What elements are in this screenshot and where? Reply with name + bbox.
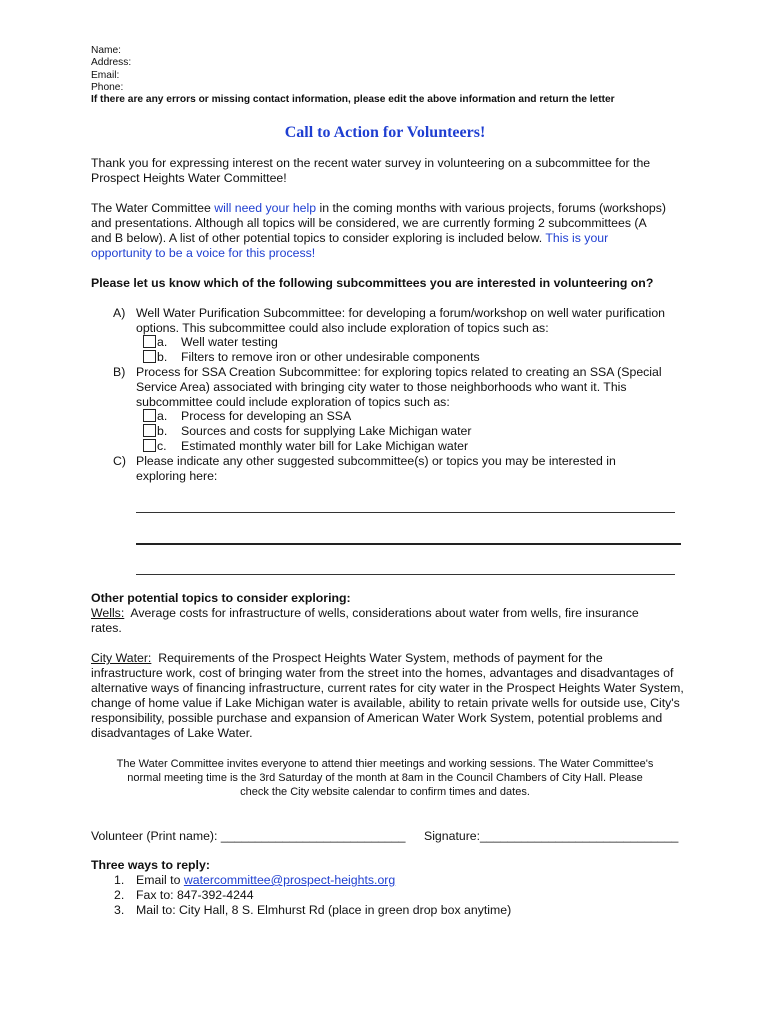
section-b-line: Process for SSA Creation Subcommittee: for exploring topics related to creating an SSA (Special (136, 365, 662, 379)
invite-line: The Water Committee invites everyone to attend thier meetings and working sessions. The Water Committee's (116, 758, 654, 770)
checkbox-monthly-bill[interactable] (143, 439, 156, 452)
topic-label: Well water testing (181, 335, 278, 349)
highlight-text: This is your (545, 231, 609, 245)
topic-marker: a. (157, 335, 168, 349)
section-b-line: subcommittee could include exploration of topics such as: (136, 395, 450, 409)
reply-mail: Mail to: City Hall, 8 S. Elmhurst Rd (place in green drop box anytime) (136, 903, 512, 917)
volunteer-name-field[interactable]: Volunteer (Print name): ___________________________ (91, 829, 406, 843)
committee-paragraph (91, 201, 691, 261)
reply-email (136, 873, 395, 888)
contact-block (91, 45, 615, 106)
para-line: opportunity to be a voice for this process! (91, 246, 316, 260)
reply-heading: Three ways to reply: (91, 858, 210, 872)
other-topics-heading: Other potential topics to consider exploring: (91, 591, 351, 605)
address-label: Address: (91, 57, 132, 69)
page-title: Call to Action for Volunteers! (284, 124, 486, 141)
signature-field[interactable]: Signature:_____________________________ (424, 829, 679, 843)
email-label: Email: (91, 69, 120, 81)
highlight-text: will need your help (214, 201, 317, 215)
section-c-line: Please indicate any other suggested subcommittee(s) or topics you may be interested in (136, 454, 616, 468)
section-c-line: exploring here: (136, 469, 218, 483)
para-line: and presentations. Although all topics will be considered, we are currently forming 2 subcommittees (A (91, 216, 647, 230)
topic-label: Sources and costs for supplying Lake Michigan water (181, 424, 472, 438)
para-line (91, 651, 711, 666)
para-text: Requirements of the Prospect Heights Water System, methods of payment for the (151, 651, 603, 665)
para-text: and B below). A list of other potential topics to consider exploring is included below. (91, 231, 546, 245)
para-text: Average costs for infrastructure of wells, considerations about water from wells, fire insurance (124, 606, 639, 620)
intro-paragraph (91, 156, 691, 186)
topic-marker: c. (157, 439, 167, 453)
intro-line: Thank you for expressing interest on the recent water survey in volunteering on a subcommittee for the (91, 156, 651, 170)
checkbox-filters[interactable] (143, 350, 156, 363)
section-a-line: Well Water Purification Subcommittee: for developing a forum/workshop on well water purification (136, 306, 666, 320)
topic-marker: a. (157, 409, 168, 423)
topic-marker: b. (157, 350, 168, 364)
para-line: rates. (91, 621, 122, 635)
checkbox-well-water-testing[interactable] (143, 335, 156, 348)
topic-label: Filters to remove iron or other undesirable components (181, 350, 480, 364)
para-line: disadvantages of Lake Water. (91, 726, 253, 740)
para-text: The Water Committee (91, 201, 215, 215)
invite-line: normal meeting time is the 3rd Saturday of the month at 8am in the Council Chambers of City Hall. Please (127, 772, 643, 784)
reply-marker: 2. (114, 888, 125, 902)
para-line: infrastructure work, cost of bringing water from the street into the homes, advantages and disadvantages of (91, 666, 674, 680)
wells-label: Wells: (91, 606, 125, 620)
reply-marker: 1. (114, 873, 125, 887)
topic-marker: b. (157, 424, 168, 438)
invite-line: check the City website calendar to confirm times and dates. (240, 786, 530, 798)
section-a-marker: A) (113, 306, 126, 320)
reply-fax: Fax to: 847-392-4244 (136, 888, 254, 902)
para-text: in the coming months with various projects, forums (workshops) (316, 201, 667, 215)
para-line (91, 201, 691, 216)
para-line: alternative ways of financing infrastructure, current rates for city water in the Prospect Heights Water System, (91, 681, 684, 695)
topic-label: Process for developing an SSA (181, 409, 352, 423)
phone-label: Phone: (91, 81, 124, 93)
question-heading: Please let us know which of the following subcommittees you are interested in volunteering on? (91, 276, 654, 290)
city-water-paragraph (91, 651, 711, 741)
section-c-marker: C) (113, 454, 126, 468)
topic-label: Estimated monthly water bill for Lake Michigan water (181, 439, 469, 453)
para-line (91, 606, 711, 621)
para-line: responsibility, possible purchase and expansion of American Water Work System, potential problems and (91, 711, 663, 725)
section-b-marker: B) (113, 365, 126, 379)
name-label: Name: (91, 45, 122, 56)
city-water-label: City Water: (91, 651, 152, 665)
write-in-line[interactable] (136, 574, 675, 575)
para-line (91, 231, 691, 246)
write-in-line[interactable] (136, 512, 675, 513)
wells-paragraph (91, 606, 711, 636)
checkbox-ssa-process[interactable] (143, 409, 156, 422)
para-line: change of home value if Lake Michigan water is available, ability to retain private wells for outside use, City's (91, 696, 680, 710)
intro-line: Prospect Heights Water Committee! (91, 171, 287, 185)
email-link[interactable]: watercommittee@prospect-heights.org (183, 873, 396, 887)
contact-note: If there are any errors or missing contact information, please edit the above information and return the letter (91, 94, 615, 106)
reply-text: Email to (136, 873, 184, 887)
section-a-line: options. This subcommittee could also include exploration of topics such as: (136, 321, 549, 335)
checkbox-sources-costs[interactable] (143, 424, 156, 437)
section-b-line: Service Area) associated with bringing city water to those neighborhoods who want it. This (136, 380, 627, 394)
reply-marker: 3. (114, 903, 125, 917)
write-in-line[interactable] (136, 543, 681, 545)
